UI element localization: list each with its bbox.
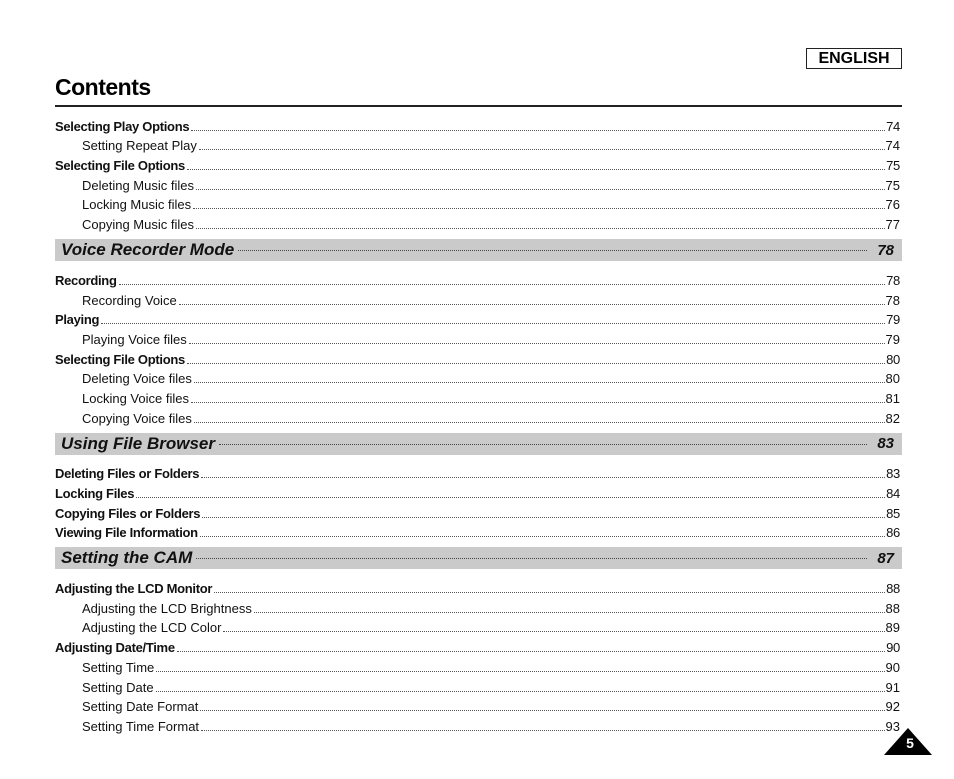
section-title: Using File Browser [61,433,215,453]
entry-page-number: 83 [886,466,900,482]
toc-subentry[interactable] [55,655,900,675]
dot-leader [194,421,885,423]
dot-leader [238,249,867,251]
dot-leader [223,630,884,632]
entry-label: Setting Date [82,679,154,695]
entry-label: Setting Time Format [82,718,200,734]
dot-leader [187,168,885,170]
entry-page-number: 76 [885,197,900,213]
dot-leader [200,535,885,537]
toc-entry[interactable] [55,521,900,541]
entry-label: Setting Repeat Play [82,138,197,154]
toc-subentry[interactable] [55,134,900,154]
section-page-number: 87 [877,549,894,567]
toc-subentry[interactable] [55,212,900,232]
entry-page-number: 80 [886,351,900,367]
dot-leader [187,362,885,364]
entry-label: Recording Voice [82,292,177,308]
dot-leader [177,650,885,652]
entry-page-number: 75 [885,177,900,193]
section-title: Voice Recorder Mode [61,240,235,260]
toc-subentry[interactable] [55,616,900,636]
dot-leader [219,443,867,445]
dot-leader [179,303,885,305]
entry-label: Deleting Voice files [82,371,192,387]
entry-label: Selecting File Options [55,158,185,174]
entry-label: Adjusting Date/Time [55,640,175,656]
toc-subentry[interactable] [55,695,900,715]
toc-subentry[interactable] [55,714,900,734]
entry-label: Adjusting the LCD Color [82,620,222,636]
toc-section-header[interactable] [55,239,902,261]
entry-label: Viewing File Information [55,525,198,541]
dot-leader [196,188,885,190]
entry-page-number: 79 [885,331,900,347]
dot-leader [200,709,884,711]
toc-entry[interactable] [55,501,900,521]
dot-leader [193,207,884,209]
entry-page-number: 85 [886,505,900,521]
entry-page-number: 79 [886,312,900,328]
toc-entry[interactable] [55,114,900,134]
section-title: Setting the CAM [61,548,193,568]
entry-page-number: 78 [886,272,900,288]
dot-leader [191,401,885,403]
dot-leader [201,476,885,478]
entry-page-number: 88 [886,581,900,597]
language-label: ENGLISH [806,48,902,69]
dot-leader [136,496,885,498]
dot-leader [101,322,885,324]
entry-label: Locking Files [55,486,135,501]
title-divider [55,105,902,107]
dot-leader [196,557,867,559]
entry-label: Selecting Play Options [55,118,190,134]
entry-page-number: 93 [885,718,900,734]
entry-label: Playing [55,312,100,328]
entry-label: Selecting File Options [55,351,185,367]
entry-page-number: 84 [886,486,900,501]
entry-label: Locking Voice files [82,390,189,406]
toc-entry[interactable] [55,308,900,328]
toc-subentry[interactable] [55,675,900,695]
entry-page-number: 92 [885,699,900,715]
toc-entry[interactable] [55,347,900,367]
toc-subentry[interactable] [55,406,900,426]
toc-subentry[interactable] [55,288,900,308]
entry-label: Deleting Music files [82,177,194,193]
dot-leader [194,381,885,383]
section-page-number: 83 [877,435,894,453]
toc-entry[interactable] [55,153,900,173]
page-number: 5 [906,735,914,751]
toc-section-header[interactable] [55,433,902,455]
toc-subentry[interactable] [55,173,900,193]
dot-leader [214,591,885,593]
entry-label: Setting Date Format [82,699,199,715]
entry-page-number: 80 [885,371,900,387]
entry-label: Deleting Files or Folders [55,466,200,482]
toc-entry[interactable] [55,576,900,596]
entry-page-number: 74 [886,118,900,134]
toc-entry[interactable] [55,268,900,288]
entry-label: Adjusting the LCD Monitor [55,581,213,597]
entry-label: Copying Voice files [82,410,192,426]
dot-leader [199,148,885,150]
entry-page-number: 74 [885,138,900,154]
toc-subentry[interactable] [55,386,900,406]
entry-page-number: 91 [885,679,900,695]
entry-label: Adjusting the LCD Brightness [82,600,252,616]
entry-page-number: 90 [886,640,900,656]
entry-page-number: 88 [885,600,900,616]
dot-leader [156,690,885,692]
entry-page-number: 82 [885,410,900,426]
dot-leader [119,283,886,285]
entry-page-number: 90 [885,659,900,675]
table-of-contents [55,114,900,734]
entry-label: Copying Music files [82,217,194,233]
section-page-number: 78 [877,241,894,259]
dot-leader [202,516,885,518]
toc-subentry[interactable] [55,367,900,387]
entry-label: Copying Files or Folders [55,505,201,521]
toc-subentry[interactable] [55,193,900,213]
entry-page-number: 75 [886,158,900,174]
dot-leader [201,729,884,731]
dot-leader [196,227,885,229]
toc-entry[interactable] [55,462,900,482]
dot-leader [191,129,885,131]
entry-label: Recording [55,272,117,288]
entry-page-number: 86 [886,525,900,541]
entry-label: Locking Music files [82,197,192,213]
page-title: Contents [55,74,151,100]
dot-leader [189,342,885,344]
toc-subentry[interactable] [55,596,900,616]
entry-page-number: 89 [885,620,900,636]
toc-subentry[interactable] [55,327,900,347]
entry-page-number: 81 [885,390,900,406]
entry-label: Playing Voice files [82,331,187,347]
dot-leader [254,611,885,613]
toc-entry[interactable] [55,481,900,501]
dot-leader [156,670,884,672]
toc-section-header[interactable] [55,547,902,569]
entry-label: Setting Time [82,659,155,675]
entry-page-number: 78 [885,292,900,308]
entry-page-number: 77 [885,217,900,233]
toc-entry[interactable] [55,635,900,655]
